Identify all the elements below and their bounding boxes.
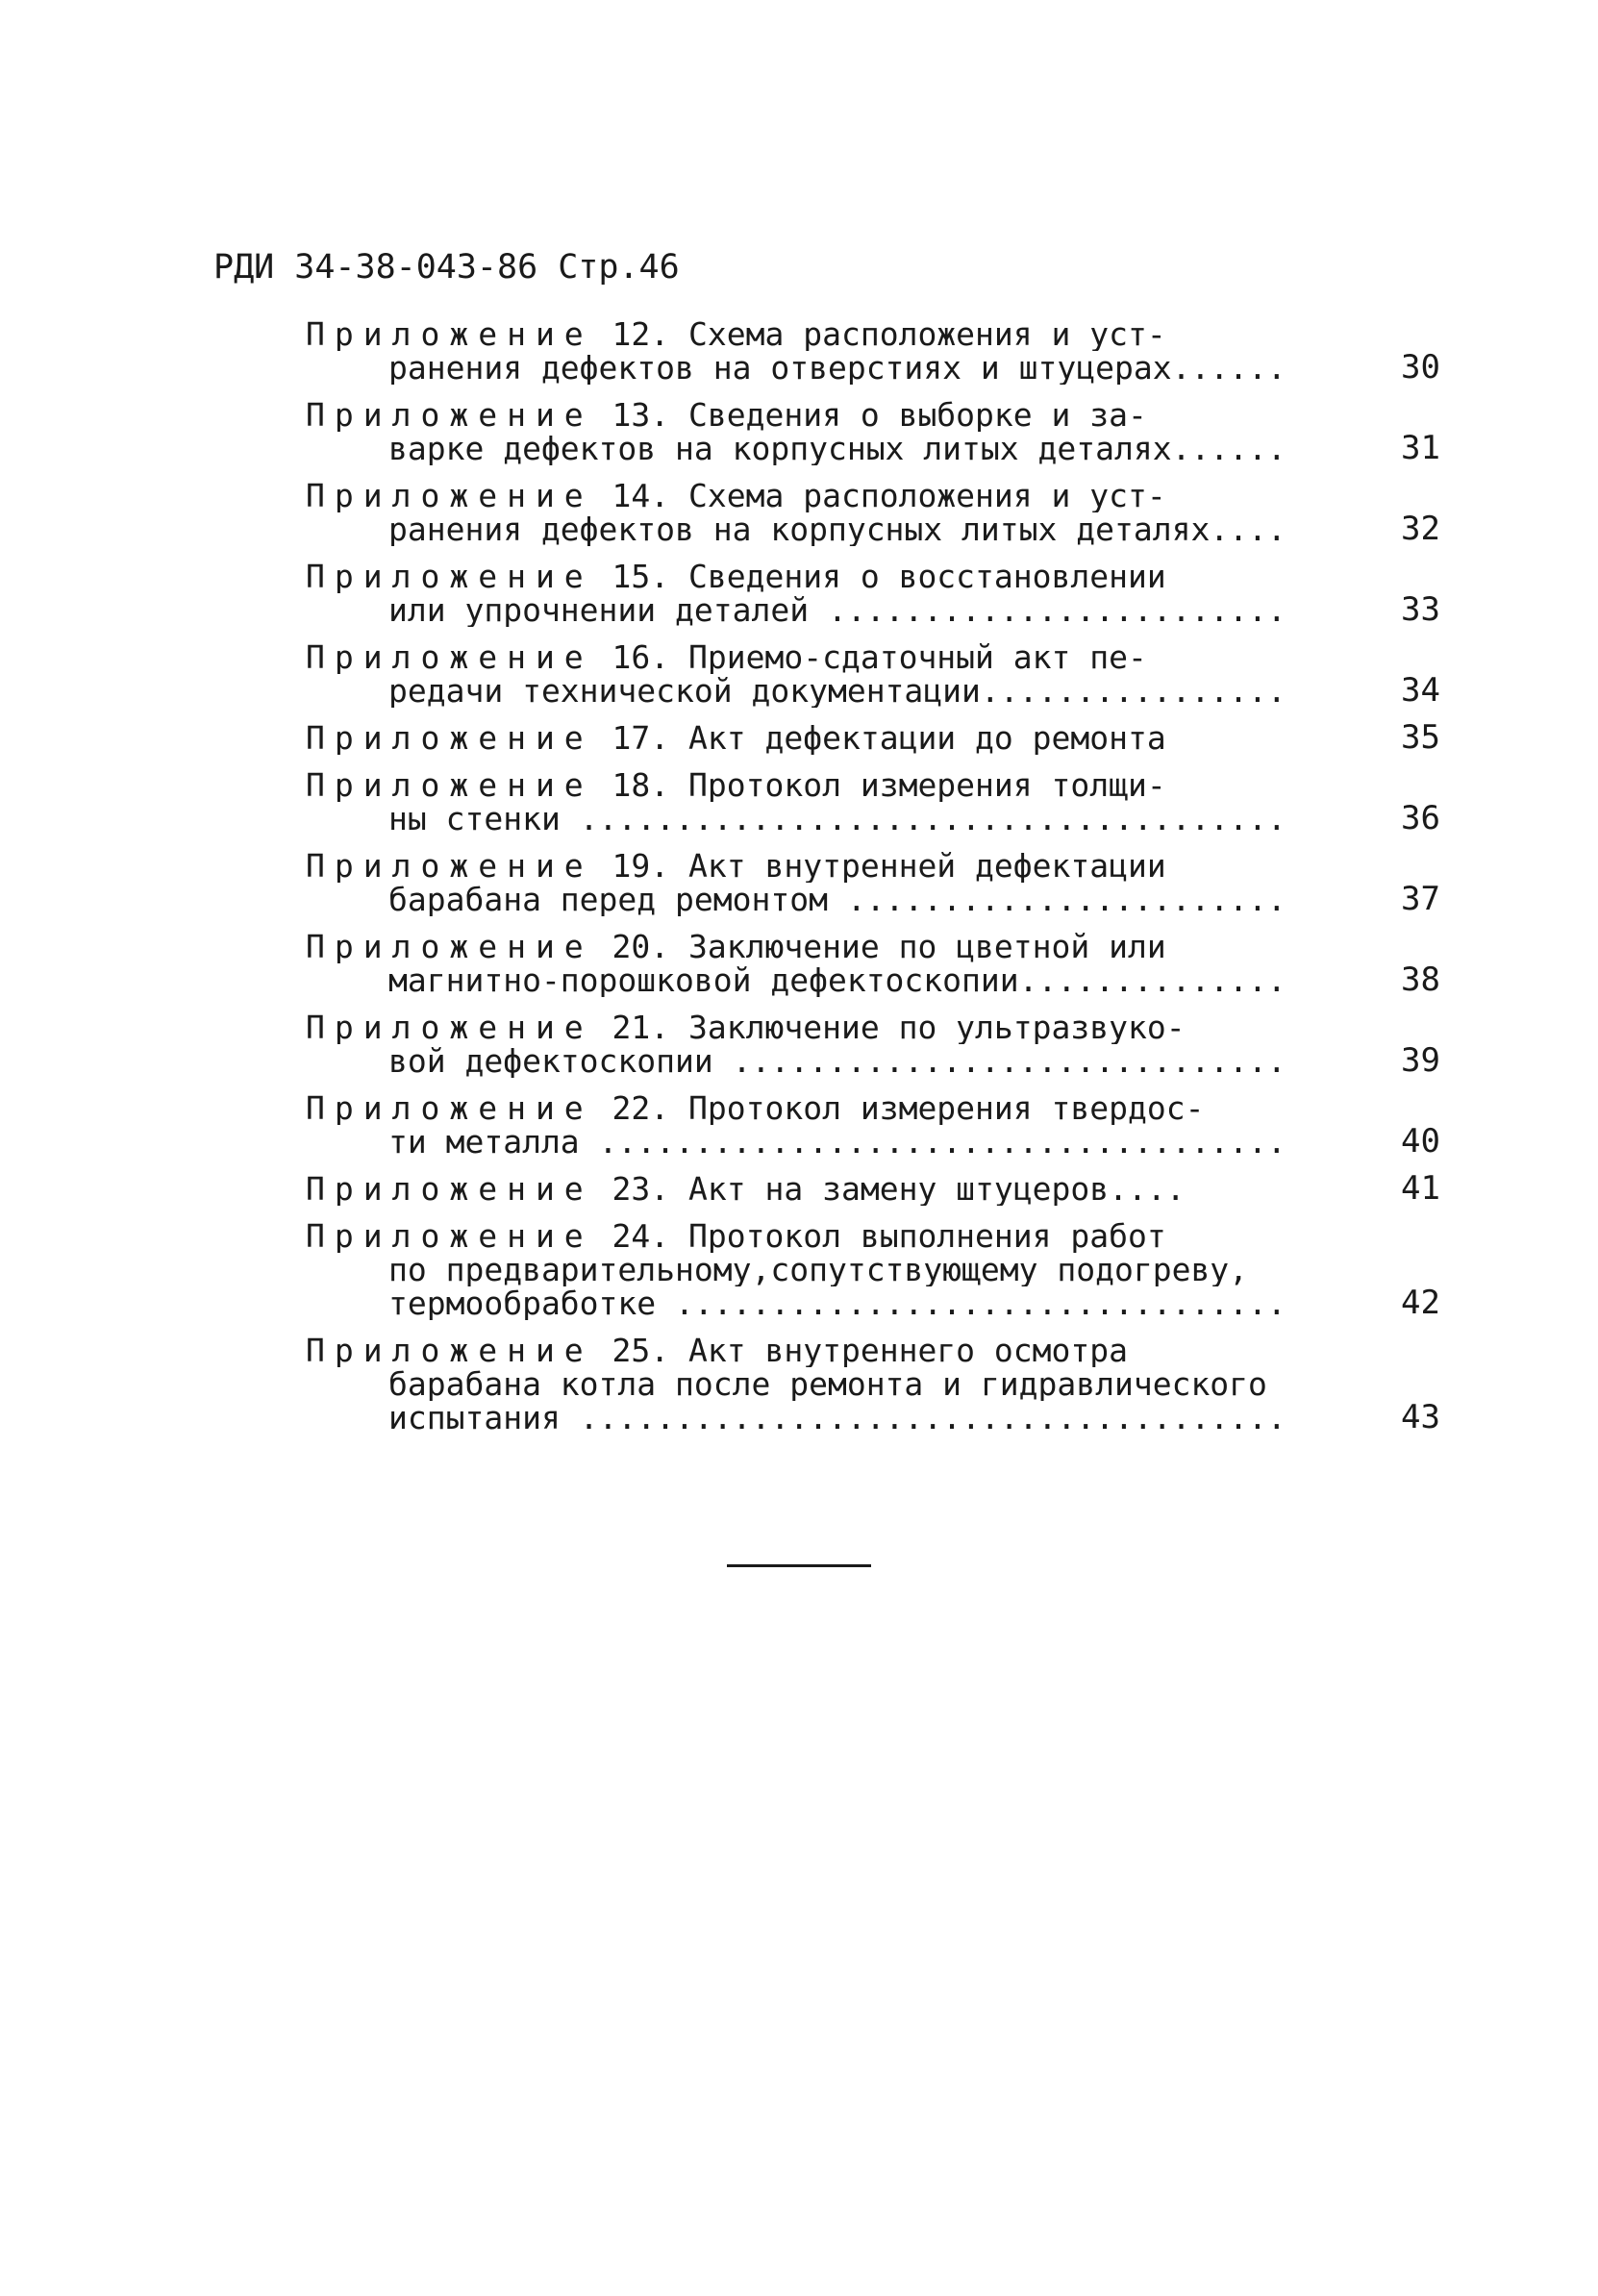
appendix-word: Приложение	[306, 1091, 593, 1125]
appendix-word: Приложение	[306, 1011, 593, 1044]
toc-page-number: 37	[1401, 880, 1440, 918]
toc-page-number: 43	[1401, 1398, 1440, 1436]
toc-entry-line: Приложение 17. Акт дефектации до ремонта	[306, 721, 1166, 755]
end-rule	[727, 1564, 871, 1567]
toc-entry-title	[306, 1172, 1335, 1206]
toc-entry	[306, 479, 1440, 546]
toc-entry-line: вой дефектоскопии .............................	[388, 1044, 1286, 1078]
toc-entry	[306, 560, 1440, 627]
toc-entry-title	[306, 560, 1335, 627]
appendix-word: Приложение	[306, 930, 593, 963]
toc-entry-line: ранения дефектов на корпусных литых деталях....	[388, 512, 1286, 546]
toc-entry-line: барабана перед ремонтом .......................	[388, 883, 1286, 916]
appendix-word: Приложение	[306, 849, 593, 883]
toc-entry-title	[306, 479, 1335, 546]
toc-entry-line: магнитно-порошковой дефектоскопии..............	[388, 963, 1286, 997]
toc-page-number: 38	[1401, 961, 1440, 999]
toc-entry-line: редачи технической документации................	[388, 674, 1286, 708]
toc-entry-line: Приложение 24. Протокол выполнения работ	[306, 1219, 1166, 1253]
toc-entry-line: Приложение 16. Приемо-сдаточный акт пе-	[306, 640, 1147, 674]
toc-entry-line: Приложение 13. Сведения о выборке и за-	[306, 398, 1147, 432]
toc-entry	[306, 1169, 1440, 1208]
toc-entry-title	[306, 398, 1335, 465]
toc-page-number: 32	[1401, 510, 1440, 548]
toc-entry-title	[306, 1334, 1335, 1435]
appendix-word: Приложение	[306, 640, 593, 674]
toc-entry-line: Приложение 22. Протокол измерения твердос-	[306, 1091, 1205, 1125]
appendix-word: Приложение	[306, 1219, 593, 1253]
toc-entry-title	[306, 640, 1335, 708]
toc-page-number: 40	[1401, 1122, 1440, 1160]
toc-entry	[306, 1219, 1440, 1320]
appendix-word: Приложение	[306, 768, 593, 802]
appendix-word: Приложение	[306, 1334, 593, 1367]
toc-entry-title	[306, 317, 1335, 385]
appendix-word: Приложение	[306, 1172, 593, 1206]
toc-entry-line: Приложение 15. Сведения о восстановлении	[306, 560, 1166, 593]
toc-entry	[306, 1011, 1440, 1078]
toc-entry	[306, 849, 1440, 916]
appendix-word: Приложение	[306, 721, 593, 755]
toc-page-number: 41	[1401, 1169, 1440, 1208]
toc-page-number: 34	[1401, 671, 1440, 710]
toc-entry-line: Приложение 25. Акт внутреннего осмотра	[306, 1334, 1128, 1367]
toc-entry-title	[306, 930, 1335, 997]
toc-entry	[306, 398, 1440, 465]
toc-entry-line: Приложение 20. Заключение по цветной или	[306, 930, 1166, 963]
toc-page-number: 30	[1401, 348, 1440, 387]
appendix-word: Приложение	[306, 317, 593, 351]
toc-entry-title	[306, 1011, 1335, 1078]
toc-entry-line: Приложение 18. Протокол измерения толщи-	[306, 768, 1166, 802]
toc-entry	[306, 317, 1440, 385]
toc-entry-title	[306, 1091, 1335, 1159]
toc-entry-line: ранения дефектов на отверстиях и штуцерах......	[388, 351, 1286, 385]
toc-page-number: 35	[1401, 718, 1440, 757]
toc-entry-line: варке дефектов на корпусных литых деталях......	[388, 432, 1286, 465]
toc-entry-line: Приложение 14. Схема расположения и уст-	[306, 479, 1166, 512]
toc-entry-line: Приложение 23. Акт на замену штуцеров....	[306, 1172, 1186, 1206]
toc-page-number: 31	[1401, 429, 1440, 467]
appendix-word: Приложение	[306, 398, 593, 432]
toc-page-number: 33	[1401, 590, 1440, 629]
toc-entry-line: Приложение 21. Заключение по ультразвуко-	[306, 1011, 1186, 1044]
toc-entry-line: барабана котла после ремонта и гидравлического	[388, 1367, 1267, 1401]
toc-entry-line: ти металла ....................................	[388, 1125, 1286, 1159]
toc-entry-line: Приложение 19. Акт внутренней дефектации	[306, 849, 1166, 883]
toc-entry	[306, 718, 1440, 757]
toc-entry	[306, 768, 1440, 836]
toc-entry	[306, 640, 1440, 708]
toc-page-number: 36	[1401, 799, 1440, 837]
toc-entry-line: по предварительному,сопутствующему подогреву,	[388, 1253, 1249, 1286]
toc-entry-title	[306, 768, 1335, 836]
toc-page-number: 39	[1401, 1041, 1440, 1080]
appendix-word: Приложение	[306, 560, 593, 593]
table-of-contents	[306, 317, 1440, 1448]
toc-entry	[306, 930, 1440, 997]
toc-entry-title	[306, 721, 1335, 755]
toc-page-number: 42	[1401, 1284, 1440, 1322]
toc-entry-title	[306, 849, 1335, 916]
toc-entry-title	[306, 1219, 1335, 1320]
toc-entry-line: ны стенки .....................................	[388, 802, 1286, 836]
toc-entry-line: Приложение 12. Схема расположения и уст-	[306, 317, 1166, 351]
toc-entry-line: испытания .....................................	[388, 1401, 1286, 1435]
page-header: РДИ 34-38-043-86 Стр.46	[213, 248, 680, 287]
toc-entry-line: или упрочнении деталей ........................	[388, 593, 1286, 627]
toc-entry	[306, 1091, 1440, 1159]
toc-entry-line: термообработке ................................	[388, 1286, 1286, 1320]
toc-entry	[306, 1334, 1440, 1435]
appendix-word: Приложение	[306, 479, 593, 512]
